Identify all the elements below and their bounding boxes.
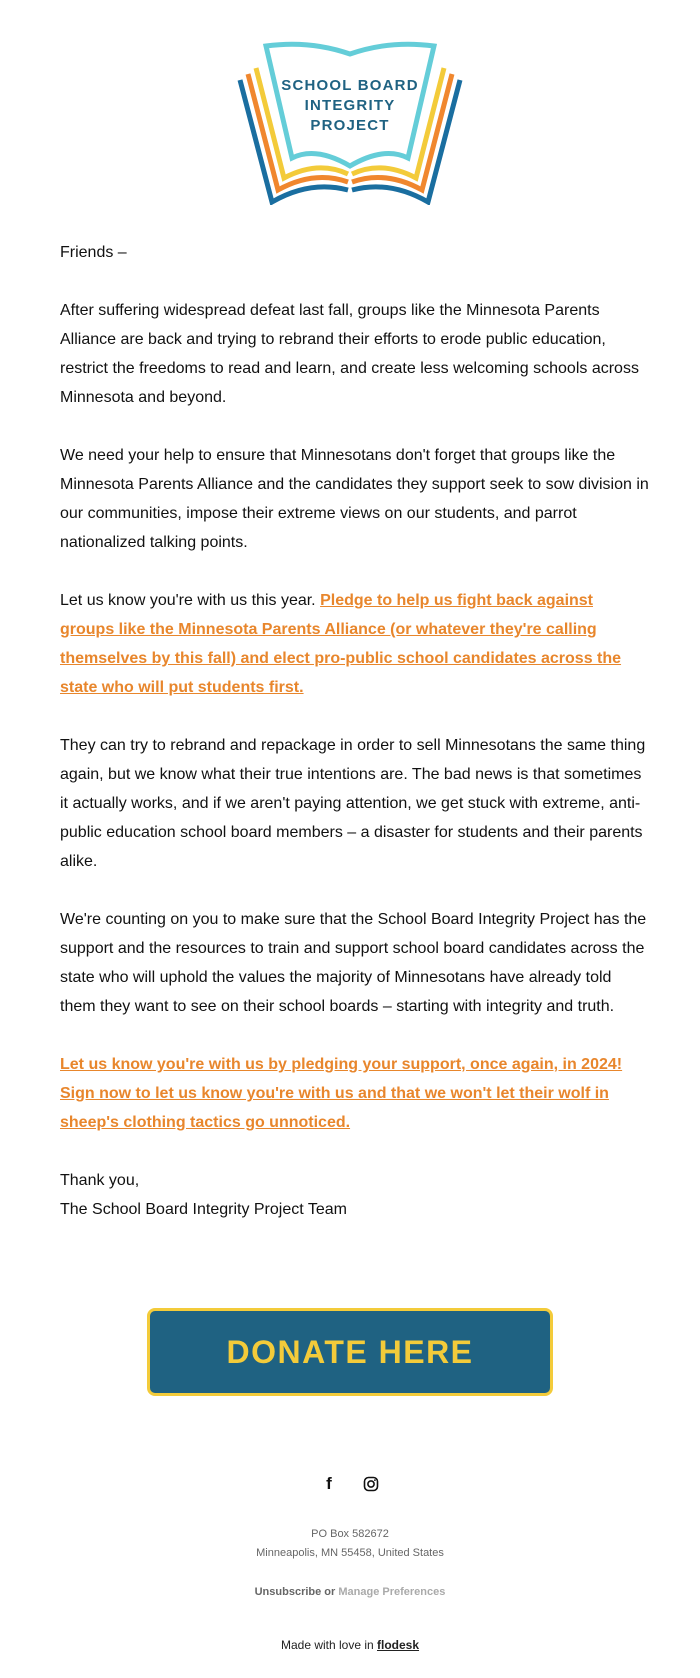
made-with-text: Made with love in [280,1638,378,1652]
email-body [60,238,650,1224]
paragraph-4: They can try to rebrand and repackage in order to sell Minnesotans the same thing again, but we know what their true intentions are. The bad news is that sometimes it actually works, and if we aren't paying attention, we get stuck with extreme, anti-public education school board members – a disaster for students and their parents alike. [60,737,646,870]
paragraph-3-intro: Let us know you're with us this year. [60,592,321,609]
donate-container [0,1308,700,1396]
made-with-flodesk [0,1638,700,1652]
logo-text-line2: INTEGRITY [304,97,396,114]
footer-or-text: or [321,1586,339,1598]
signoff-team: The School Board Integrity Project Team [60,1201,347,1218]
logo-text-line3: PROJECT [310,117,390,134]
social-links [0,1474,700,1494]
paragraph-3 [60,586,650,702]
paragraph-6 [60,1050,650,1137]
paragraph-1: After suffering widespread defeat last fall, groups like the Minnesota Parents Alliance are back and trying to rebrand their efforts to erode public education, restrict the freedoms to read and learn, and create less welcoming schools across Minnesota and beyond. [60,302,639,406]
address-line-1: PO Box 582672 [311,1528,389,1540]
instagram-glyph [363,1476,379,1492]
facebook-icon[interactable] [319,1474,339,1494]
pledge-link[interactable]: Pledge to help us fight back against groups like the Minnesota Parents Alliance (or whatever they're calling themselves by this fall) and elect pro-public school candidates across the state who will put students first. [60,592,622,696]
facebook-glyph: f [326,1474,332,1493]
school-board-integrity-project-logo [230,40,470,205]
sign-pledge-link[interactable]: Let us know you're with us by pledging your support, once again, in 2024! Sign now to let us know you're with us and that we won't let their wolf in sheep's clothing tactics go unnoticed. [60,1056,623,1131]
paragraph-5: We're counting on you to make sure that the School Board Integrity Project has the support and the resources to train and support school board candidates across the state who will uphold the values the majority of Minnesotans have already told them they want to see on their school boards – starting with integrity and truth. [60,911,647,1015]
donate-button[interactable]: DONATE HERE [147,1308,553,1396]
paragraph-2: We need your help to ensure that Minnesotans don't forget that groups like the Minnesota Parents Alliance and the candidates they support seek to sow division in our communities, impose their extreme views on our students, and parrot nationalized talking points. [60,447,649,551]
unsubscribe-link[interactable]: Unsubscribe [254,1586,322,1598]
flodesk-link[interactable]: flodesk [377,1638,420,1652]
logo-text-line1: SCHOOL BOARD [281,77,419,94]
logo-container [0,40,700,205]
signoff-thanks: Thank you, [60,1172,140,1189]
instagram-icon[interactable] [361,1474,381,1494]
footer-links [0,1584,700,1600]
address-line-2: Minneapolis, MN 55458, United States [256,1547,444,1559]
greeting: Friends – [60,244,127,261]
footer-address [0,1525,700,1563]
manage-preferences-link[interactable]: Manage Preferences [338,1586,446,1598]
